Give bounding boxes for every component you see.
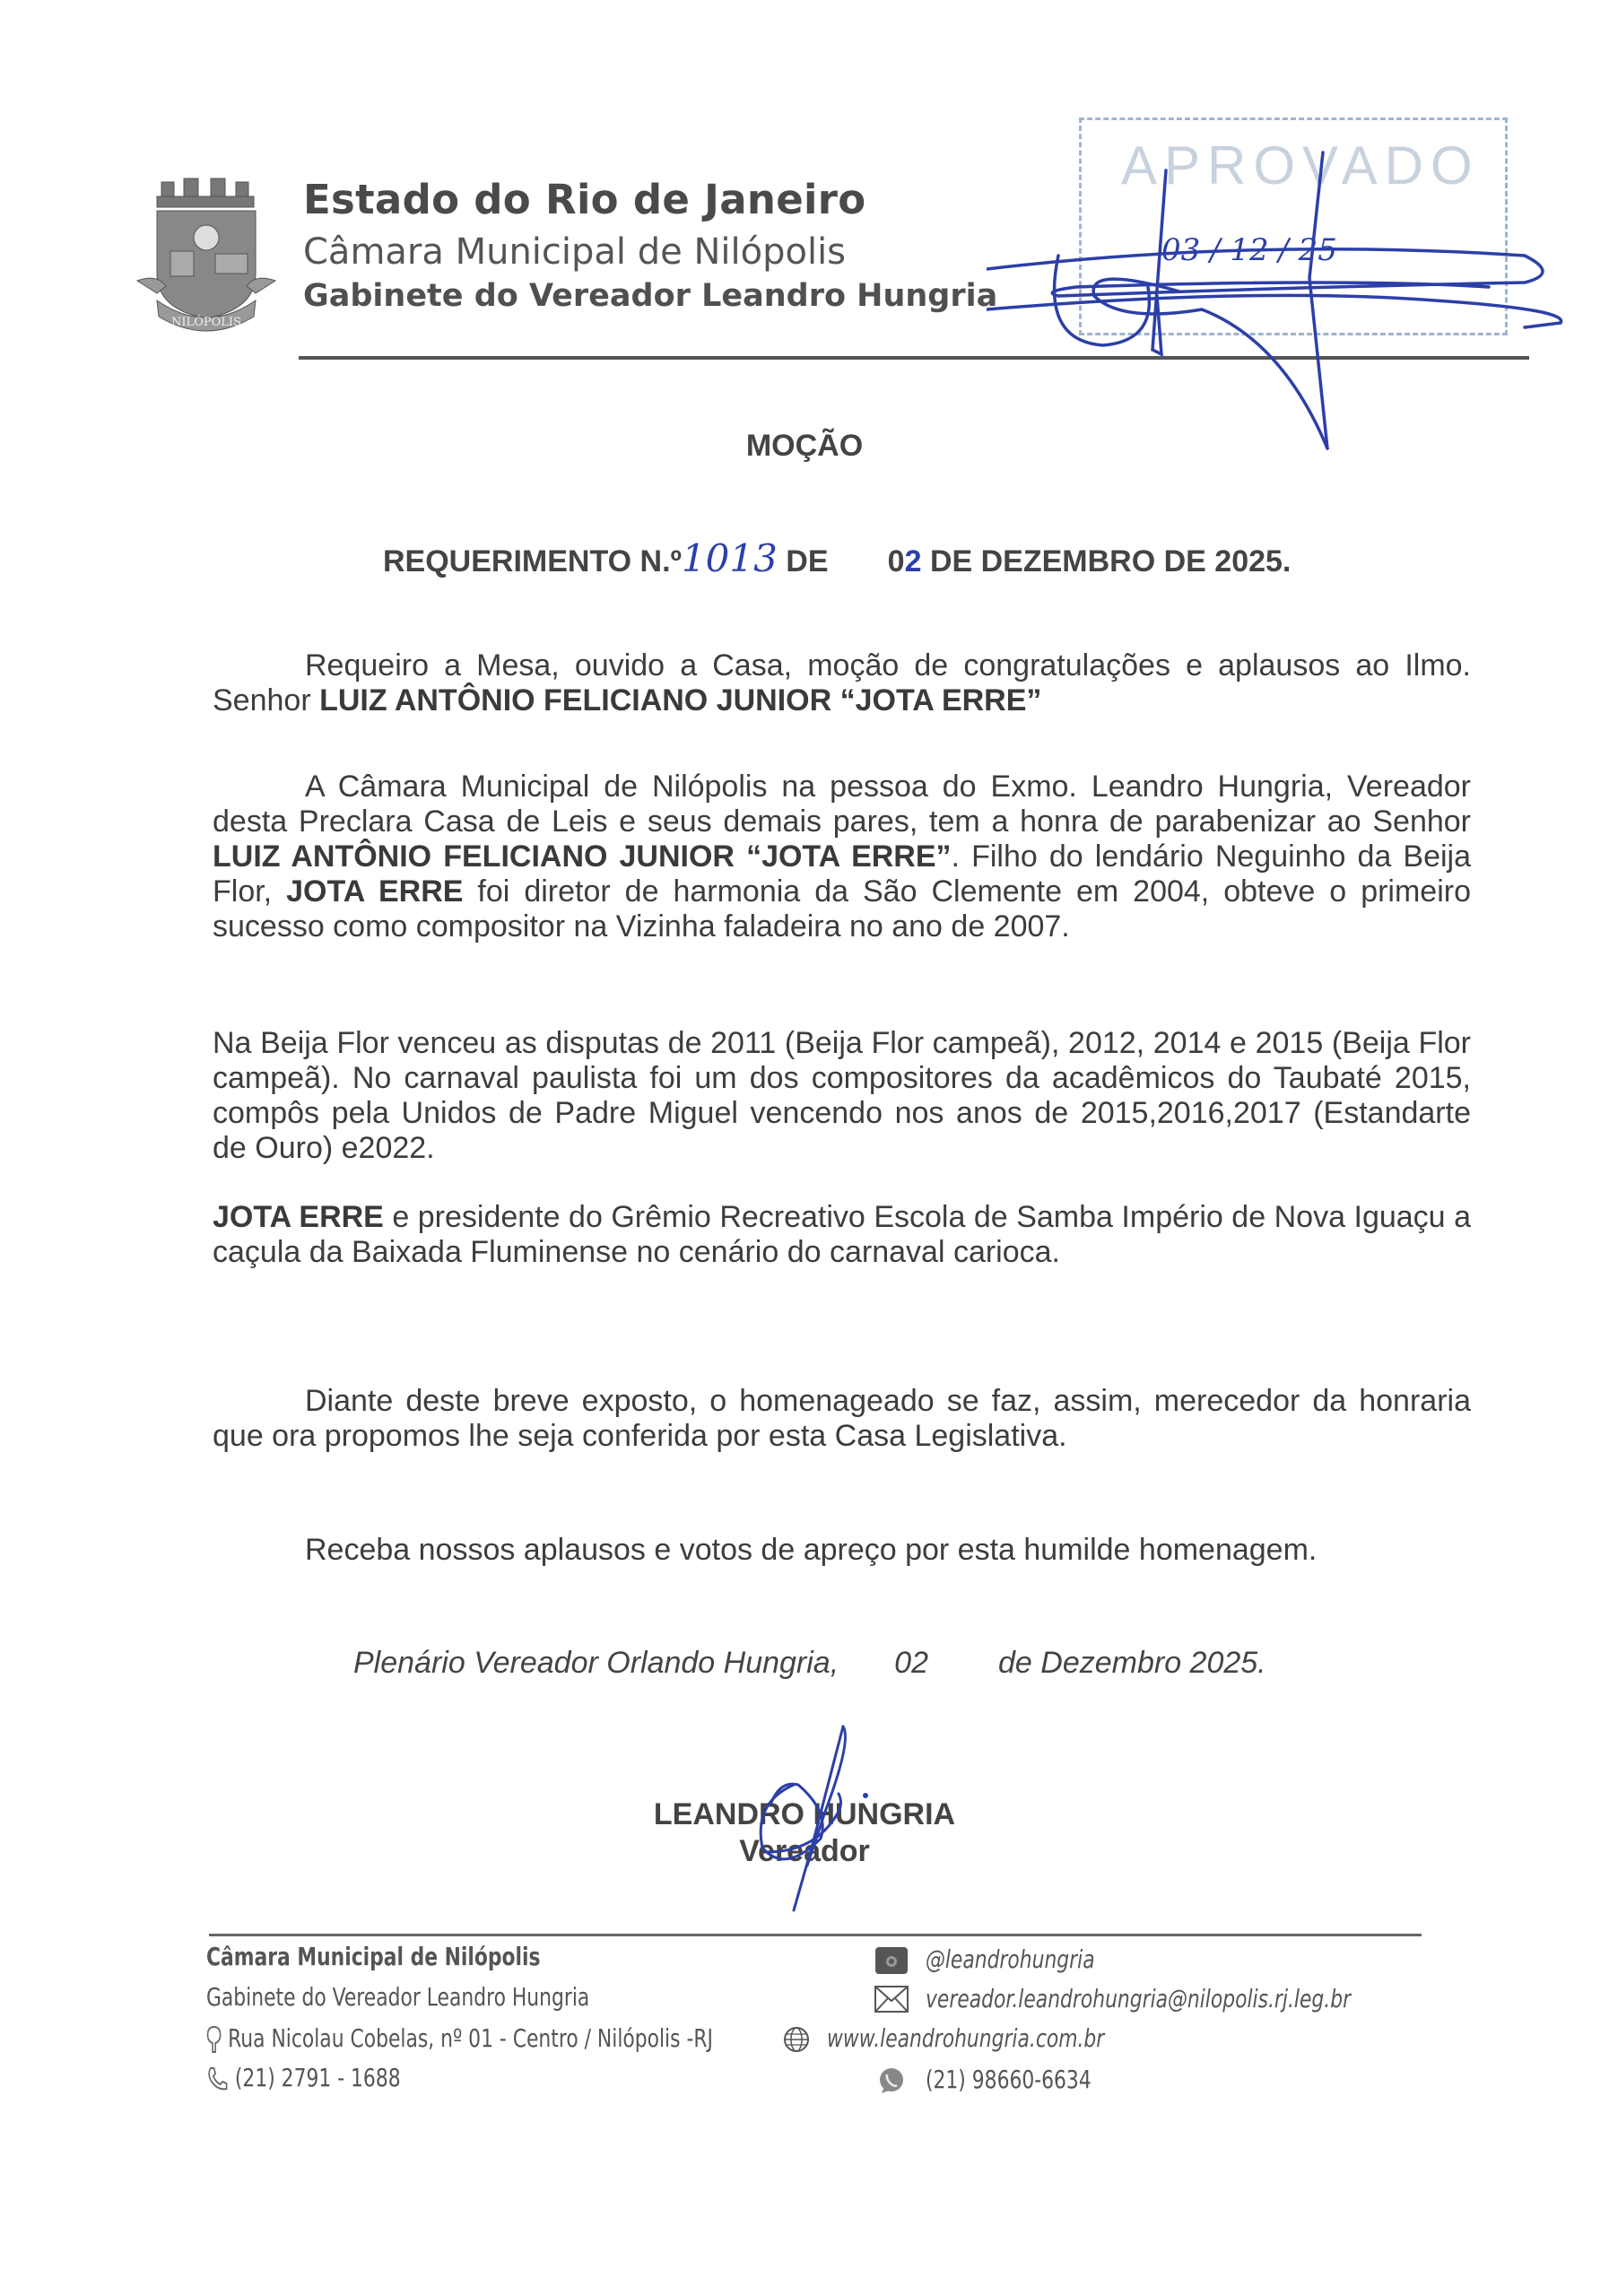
signer-role: Vereador	[739, 1834, 870, 1868]
request-prefix: REQUERIMENTO N.º	[383, 544, 682, 578]
p1-text: Requeiro a Mesa, ouvido a Casa, moção de congratulações e aplausos ao Ilmo. Senhor	[213, 648, 1471, 718]
municipal-crest-logo	[130, 175, 283, 336]
footer-phone: (21) 2791 - 1688	[234, 2063, 401, 2092]
footer-instagram[interactable]: @leandrohungria	[926, 1944, 1095, 1974]
paragraph-president	[213, 1200, 1471, 1270]
header-chamber: Câmara Municipal de Nilópolis	[303, 231, 847, 273]
footer-website[interactable]: www.leandrohungria.com.br	[827, 2023, 1105, 2053]
header-office: Gabinete do Vereador Leandro Hungria	[303, 278, 998, 314]
place-day: 02	[894, 1646, 928, 1680]
stamp-signature	[987, 108, 1570, 484]
location-pin-icon	[206, 2025, 222, 2054]
place-name: Plenário Vereador Orlando Hungria,	[353, 1646, 839, 1680]
document-title: MOÇÃO	[745, 429, 864, 463]
request-day-typed: 0	[887, 544, 905, 578]
p2-text-c: foi diretor de harmonia da São Clemente em 2004, obteve o primeiro sucesso como compositor na Vizinha faladeira no ano de 2007.	[213, 874, 1471, 944]
globe-icon	[782, 2025, 811, 2054]
p2-text-a: A Câmara Municipal de Nilópolis na pessoa do Exmo. Leandro Hungria, Vereador desta Preclara Casa de Leis e seus demais pares, tem a honra de parabenizar ao Senhor	[213, 770, 1471, 839]
instagram-icon	[874, 1946, 909, 1975]
whatsapp-icon	[877, 2066, 906, 2095]
stamp-handwritten-date: 03 / 12 / 25	[1161, 232, 1337, 268]
footer-office: Gabinete do Vereador Leandro Hungria	[206, 1982, 590, 2012]
paragraph-closing: Receba nossos aplausos e votos de apreço por esta humilde homenagem.	[305, 1533, 1318, 1567]
paragraph-conclusion: Diante deste breve exposto, o homenageado se faz, assim, merecedor da honraria que ora propomos lhe seja conferida por esta Casa Legislativa.	[213, 1384, 1471, 1453]
honoree-nickname: JOTA ERRE	[286, 874, 464, 909]
honoree-name: LUIZ ANTÔNIO FELICIANO JUNIOR “JOTA ERRE”	[319, 683, 1042, 718]
place-date-line	[353, 1646, 1266, 1681]
footer-email[interactable]: vereador.leandrohungria@nilopolis.rj.leg.br	[926, 1984, 1352, 2013]
footer-divider	[209, 1934, 1422, 1936]
footer-chamber: Câmara Municipal de Nilópolis	[206, 1942, 541, 1971]
paragraph-career: Na Beija Flor venceu as disputas de 2011 (Beija Flor campeã), 2012, 2014 e 2015 (Beija Flor campeã). No carnaval paulista foi um dos compositores da acadêmicos do Taubaté 2015, compôs pela Unidos de Padre Miguel vencendo nos anos de 2015,2016,2017 (Estandarte de Ouro) e2022.	[213, 1026, 1471, 1165]
request-de: DE	[786, 544, 829, 578]
paragraph-request	[213, 648, 1471, 718]
place-month-year: de Dezembro 2025.	[998, 1646, 1266, 1680]
p2-text-b: . Filho do lendário Neguinho da Beija Flor,	[213, 839, 1471, 909]
crest-text: NILÓPOLIS	[171, 316, 241, 329]
p4-text: e presidente do Grêmio Recreativo Escola de Samba Império de Nova Iguaçu a caçula da Baixada Fluminense no cenário do carnaval carioca.	[213, 1200, 1471, 1269]
request-date-rest: DE DEZEMBRO DE 2025.	[929, 544, 1292, 578]
request-number: 1013	[681, 536, 778, 580]
footer-address-line	[206, 2023, 713, 2054]
paragraph-intro	[213, 770, 1471, 944]
stamp-label: APROVADO	[1121, 135, 1480, 196]
handwritten-signature	[700, 1704, 915, 1919]
honoree-name: LUIZ ANTÔNIO FELICIANO JUNIOR “JOTA ERRE”	[213, 839, 952, 874]
footer-whatsapp: (21) 98660-6634	[926, 2065, 1092, 2094]
phone-icon	[206, 2066, 229, 2092]
honoree-nickname: JOTA ERRE	[213, 1200, 384, 1234]
request-line	[383, 536, 1291, 580]
header-state: Estado do Rio de Janeiro	[303, 176, 866, 223]
signer-name: LEANDRO HUNGRIA	[653, 1797, 956, 1831]
envelope-icon	[874, 1986, 909, 2013]
request-day-handwritten: 2	[904, 544, 922, 578]
footer-phone-line	[206, 2063, 401, 2092]
footer-address: Rua Nicolau Cobelas, nº 01 - Centro / Nilópolis -RJ	[228, 2023, 713, 2053]
